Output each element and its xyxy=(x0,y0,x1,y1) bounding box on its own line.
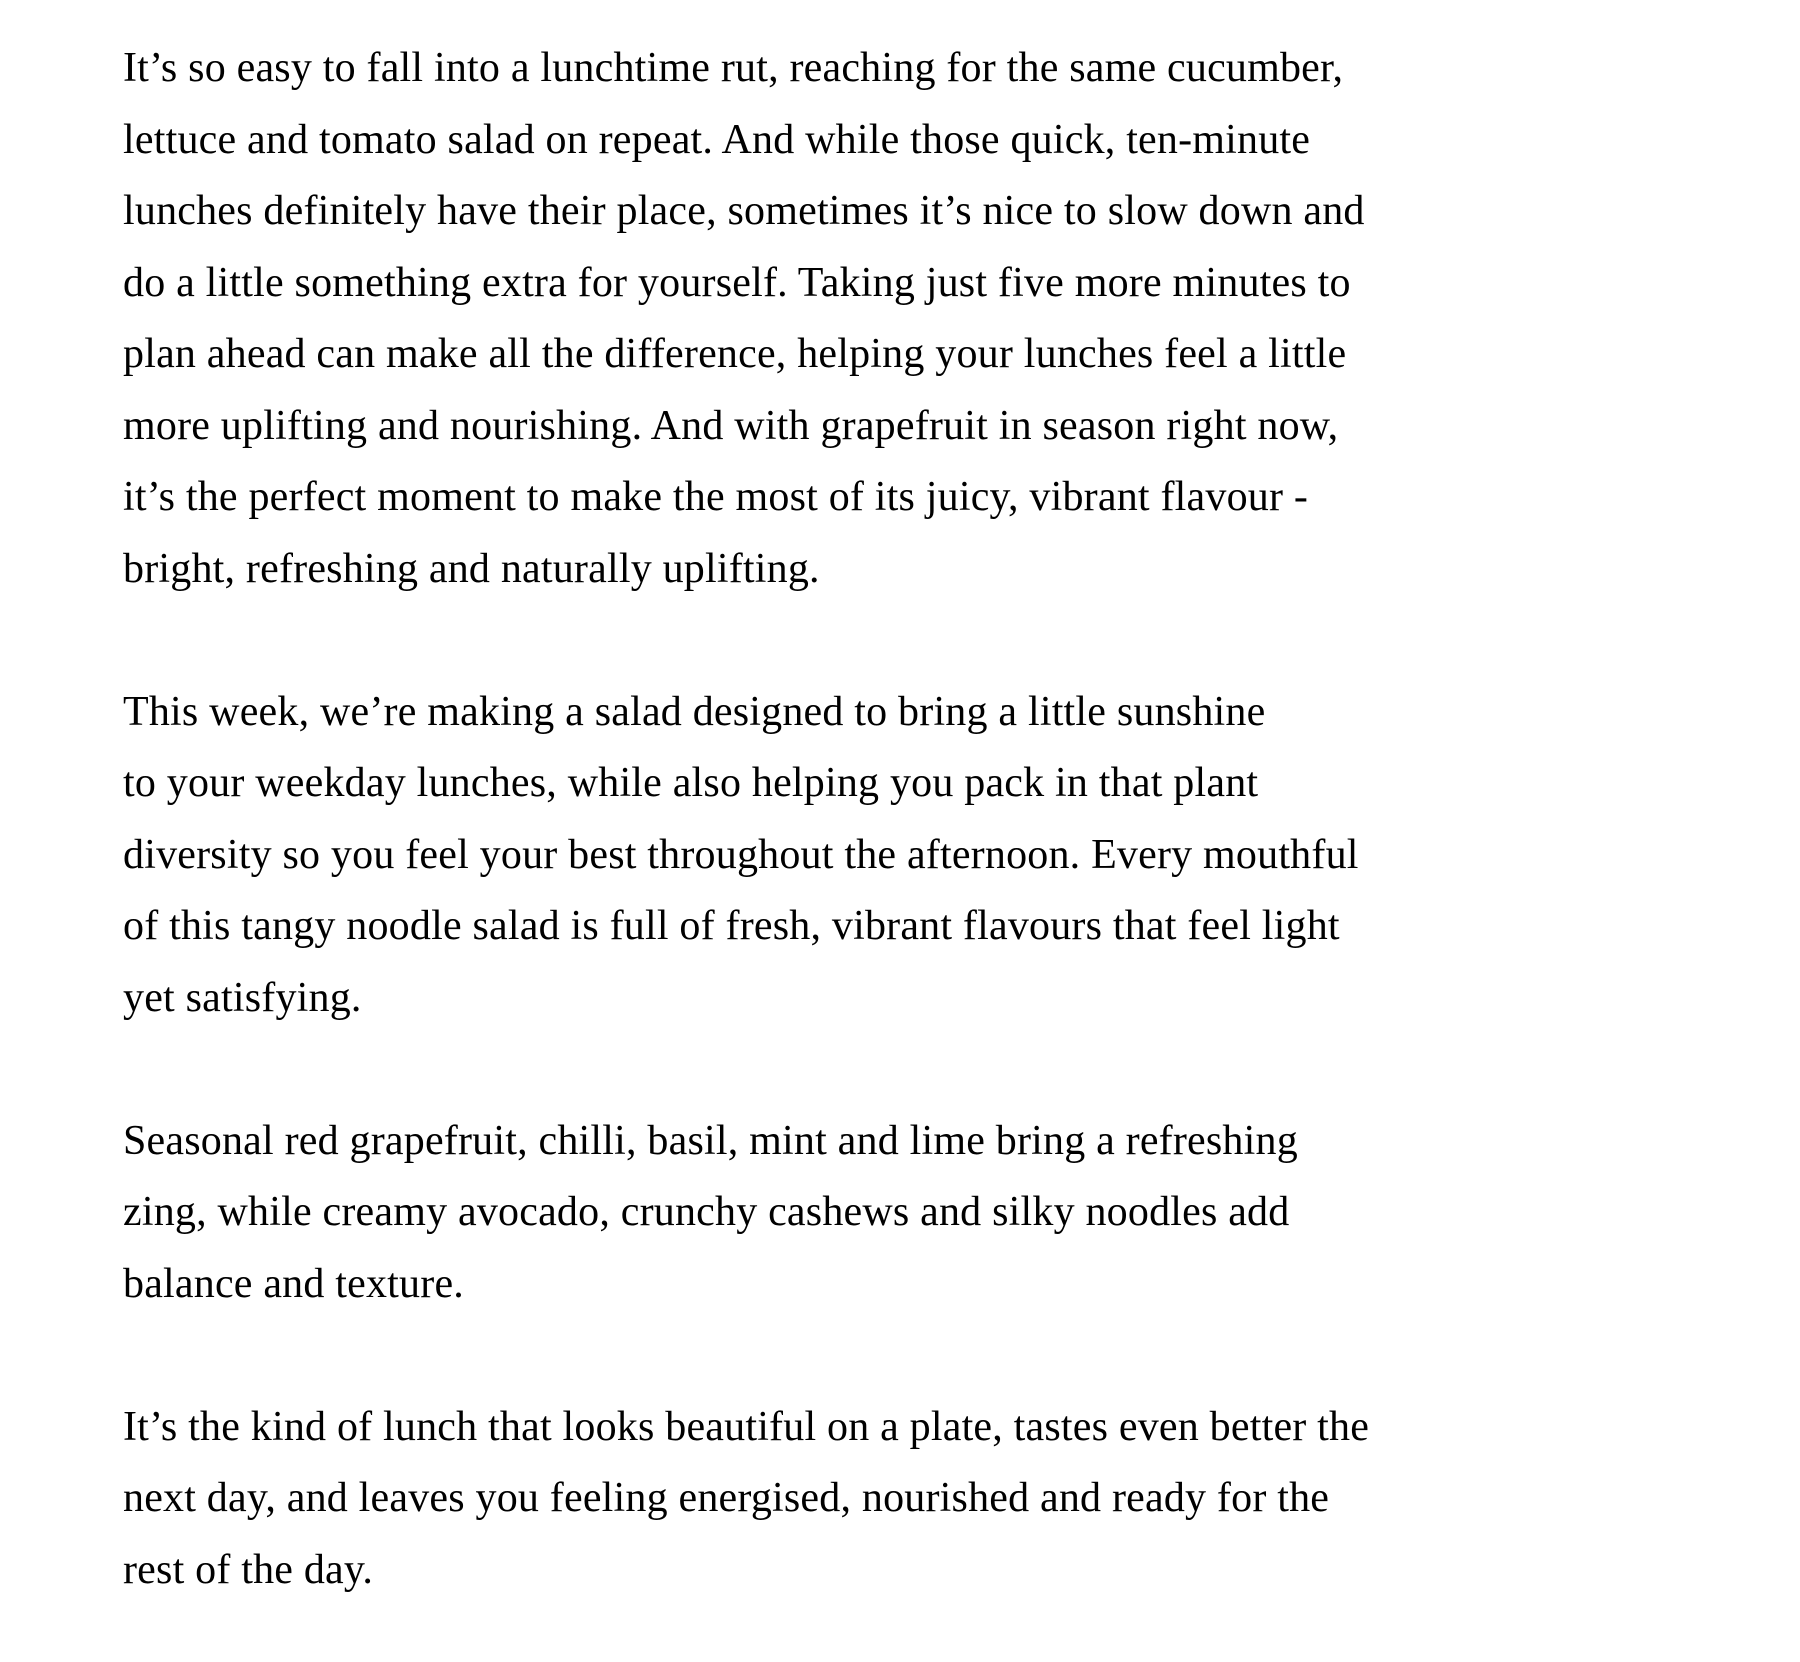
text-line: more uplifting and nourishing. And with grapefruit in season right now, xyxy=(123,402,1339,449)
paragraph-4 xyxy=(123,1392,1740,1607)
text-line: lettuce and tomato salad on repeat. And while those quick, ten-minute xyxy=(123,116,1311,163)
article-body xyxy=(123,33,1740,1606)
text-line: rest of the day. xyxy=(123,1546,374,1593)
text-line: lunches definitely have their place, sometimes it’s nice to slow down and xyxy=(123,188,1365,234)
text-line: of this tangy noodle salad is full of fresh, vibrant flavours that feel light xyxy=(123,903,1340,949)
text-line: It’s the kind of lunch that looks beautiful on a plate, tastes even better the xyxy=(123,1403,1370,1450)
paragraph-2 xyxy=(123,677,1740,1035)
text-line: Seasonal red grapefruit, chilli, basil, mint and lime bring a refreshing xyxy=(123,1117,1298,1164)
text-line: next day, and leaves you feeling energised, nourished and ready for the xyxy=(123,1475,1330,1521)
text-line: It’s so easy to fall into a lunchtime rut, reaching for the same cucumber, xyxy=(123,45,1344,91)
text-line: yet satisfying. xyxy=(123,974,362,1021)
text-line: do a little something extra for yourself. Taking just five more minutes to xyxy=(123,259,1351,306)
text-line: balance and texture. xyxy=(123,1260,464,1307)
paragraph-3 xyxy=(123,1106,1740,1321)
paragraph-1 xyxy=(123,33,1740,605)
text-line: This week, we’re making a salad designed to bring a little sunshine xyxy=(123,688,1266,735)
text-line: zing, while creamy avocado, crunchy cashews and silky noodles add xyxy=(123,1189,1290,1235)
text-line: diversity so you feel your best throughout the afternoon. Every mouthful xyxy=(123,831,1359,878)
text-line: it’s the perfect moment to make the most of its juicy, vibrant flavour - xyxy=(123,474,1309,520)
text-line: to your weekday lunches, while also helping you pack in that plant xyxy=(123,760,1259,806)
text-line: plan ahead can make all the difference, helping your lunches feel a little xyxy=(123,331,1347,377)
text-line: bright, refreshing and naturally uplifting. xyxy=(123,545,820,592)
